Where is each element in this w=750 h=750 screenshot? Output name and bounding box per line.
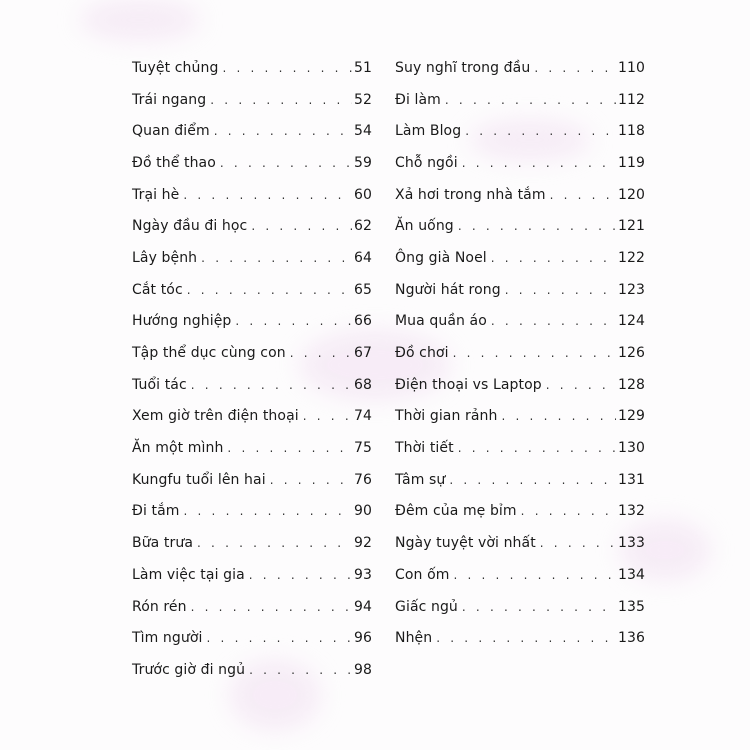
toc-page-number: 64 <box>353 249 372 266</box>
toc-page-number: 123 <box>617 281 645 298</box>
toc-entry <box>132 559 372 591</box>
toc-page-number: 120 <box>617 186 645 203</box>
toc-dot-leader <box>222 61 352 75</box>
toc-entry-title: Ông già Noel <box>395 249 487 266</box>
toc-left-column <box>132 52 372 686</box>
toc-entry <box>132 84 372 116</box>
toc-entry-title: Cắt tóc <box>132 281 183 298</box>
toc-entry-title: Đi tắm <box>132 503 180 520</box>
toc-dot-leader <box>290 346 352 360</box>
toc-entry <box>132 369 372 401</box>
toc-entry <box>395 432 645 464</box>
toc-entry <box>395 401 645 433</box>
toc-page-number: 118 <box>617 123 645 140</box>
toc-entry-title: Con ốm <box>395 566 450 583</box>
toc-dot-leader <box>534 61 616 75</box>
toc-dot-leader <box>197 536 352 550</box>
toc-entry-title: Đồ chơi <box>395 345 449 362</box>
toc-entry <box>395 527 645 559</box>
toc-entry <box>132 496 372 528</box>
toc-dot-leader <box>214 124 352 138</box>
toc-entry <box>395 84 645 116</box>
toc-entry <box>395 52 645 84</box>
toc-page-number: 51 <box>353 59 372 76</box>
toc-dot-leader <box>235 314 352 328</box>
toc-entry-title: Xem giờ trên điện thoại <box>132 408 299 425</box>
toc-entry-title: Hướng nghiệp <box>132 313 232 330</box>
toc-dot-leader <box>505 283 616 297</box>
toc-page-number: 133 <box>617 535 645 552</box>
toc-dot-leader <box>303 409 352 423</box>
toc-entry <box>395 242 645 274</box>
toc-dot-leader <box>249 663 352 677</box>
toc-page-number: 126 <box>617 345 645 362</box>
toc-entry <box>132 464 372 496</box>
toc-page-number: 76 <box>353 471 372 488</box>
toc-entry <box>395 591 645 623</box>
toc-entry-title: Tuyệt chủng <box>132 59 219 76</box>
toc-entry <box>395 147 645 179</box>
toc-page-number: 90 <box>353 503 372 520</box>
toc-entry-title: Suy nghĩ trong đầu <box>395 59 531 76</box>
toc-right-column <box>395 52 645 654</box>
toc-entry-title: Tuổi tác <box>132 376 187 393</box>
toc-entry <box>132 242 372 274</box>
toc-dot-leader <box>449 473 616 487</box>
toc-page-number: 121 <box>617 218 645 235</box>
toc-page-number: 131 <box>617 471 645 488</box>
toc-dot-leader <box>183 188 352 202</box>
toc-page-number: 130 <box>617 440 645 457</box>
toc-page-number: 52 <box>353 91 372 108</box>
toc-entry <box>395 496 645 528</box>
toc-page-number: 128 <box>617 376 645 393</box>
toc-dot-leader <box>445 93 616 107</box>
toc-entry <box>395 274 645 306</box>
toc-page-number: 60 <box>353 186 372 203</box>
toc-entry <box>132 306 372 338</box>
toc-entry <box>395 337 645 369</box>
toc-entry-title: Bữa trưa <box>132 535 194 552</box>
toc-entry <box>132 401 372 433</box>
toc-dot-leader <box>270 473 352 487</box>
toc-entry <box>132 591 372 623</box>
toc-entry <box>132 210 372 242</box>
toc-entry-title: Người hát rong <box>395 281 501 298</box>
toc-page-number: 62 <box>353 218 372 235</box>
toc-page-number: 135 <box>617 598 645 615</box>
toc-entry <box>395 179 645 211</box>
toc-entry <box>132 147 372 179</box>
toc-dot-leader <box>453 568 616 582</box>
toc-entry <box>132 622 372 654</box>
toc-entry-title: Thời gian rảnh <box>395 408 498 425</box>
toc-entry-title: Tập thể dục cùng con <box>132 345 286 362</box>
toc-dot-leader <box>502 409 616 423</box>
toc-dot-leader <box>187 283 352 297</box>
toc-dot-leader <box>251 219 352 233</box>
toc-page-number: 124 <box>617 313 645 330</box>
toc-entry <box>132 274 372 306</box>
toc-page-number: 59 <box>353 154 372 171</box>
toc-entry-title: Làm việc tại gia <box>132 566 245 583</box>
toc-dot-leader <box>491 251 616 265</box>
toc-dot-leader <box>191 600 352 614</box>
toc-entry <box>132 179 372 211</box>
toc-page-number: 134 <box>617 566 645 583</box>
toc-dot-leader <box>462 600 616 614</box>
toc-page-number: 98 <box>353 661 372 678</box>
toc-entry <box>132 115 372 147</box>
toc-entry-title: Trước giờ đi ngủ <box>132 661 246 678</box>
toc-page-number: 132 <box>617 503 645 520</box>
scan-smudge <box>80 0 200 40</box>
toc-entry-title: Tâm sự <box>395 471 446 488</box>
toc-dot-leader <box>491 314 616 328</box>
toc-entry-title: Ăn uống <box>395 218 454 235</box>
toc-entry-title: Lây bệnh <box>132 249 198 266</box>
toc-entry <box>132 527 372 559</box>
toc-dot-leader <box>453 346 616 360</box>
toc-entry <box>395 559 645 591</box>
toc-entry-title: Chỗ ngồi <box>395 154 458 171</box>
toc-page-number: 74 <box>353 408 372 425</box>
toc-entry-title: Đi làm <box>395 91 441 108</box>
toc-page-number: 93 <box>353 566 372 583</box>
toc-page-number: 65 <box>353 281 372 298</box>
toc-dot-leader <box>191 378 352 392</box>
toc-entry-title: Kungfu tuổi lên hai <box>132 471 266 488</box>
toc-entry-title: Tìm người <box>132 630 203 647</box>
toc-dot-leader <box>550 188 616 202</box>
toc-dot-leader <box>546 378 616 392</box>
toc-entry <box>395 369 645 401</box>
toc-page-number: 92 <box>353 535 372 552</box>
toc-entry-title: Điện thoại vs Laptop <box>395 376 542 393</box>
toc-page-number: 122 <box>617 249 645 266</box>
toc-dot-leader <box>540 536 616 550</box>
toc-dot-leader <box>458 219 616 233</box>
toc-dot-leader <box>465 124 616 138</box>
toc-page-number: 66 <box>353 313 372 330</box>
toc-page-number: 112 <box>617 91 645 108</box>
toc-entry-title: Đêm của mẹ bỉm <box>395 503 517 520</box>
toc-entry-title: Quan điểm <box>132 123 210 140</box>
toc-entry-title: Mua quần áo <box>395 313 487 330</box>
toc-entry-title: Trại hè <box>132 186 180 203</box>
toc-page-number: 110 <box>617 59 645 76</box>
toc-entry <box>132 654 372 686</box>
toc-page-number: 119 <box>617 154 645 171</box>
toc-entry-title: Nhện <box>395 630 433 647</box>
toc-dot-leader <box>462 156 616 170</box>
toc-dot-leader <box>207 631 352 645</box>
toc-entry <box>132 432 372 464</box>
toc-entry <box>395 210 645 242</box>
toc-dot-leader <box>220 156 352 170</box>
toc-entry <box>132 52 372 84</box>
toc-page-number: 67 <box>353 345 372 362</box>
toc-dot-leader <box>227 441 352 455</box>
toc-page-number: 96 <box>353 630 372 647</box>
toc-dot-leader <box>184 504 352 518</box>
toc-entry-title: Ngày đầu đi học <box>132 218 248 235</box>
toc-dot-leader <box>201 251 352 265</box>
toc-page-number: 129 <box>617 408 645 425</box>
toc-dot-leader <box>249 568 352 582</box>
toc-entry-title: Làm Blog <box>395 123 462 140</box>
toc-dot-leader <box>458 441 616 455</box>
toc-entry-title: Giấc ngủ <box>395 598 458 615</box>
toc-entry <box>395 622 645 654</box>
toc-entry-title: Ngày tuyệt vời nhất <box>395 535 536 552</box>
toc-entry-title: Ăn một mình <box>132 440 224 457</box>
toc-page-number: 75 <box>353 440 372 457</box>
toc-entry-title: Xả hơi trong nhà tắm <box>395 186 546 203</box>
toc-dot-leader <box>436 631 616 645</box>
toc-entry-title: Thời tiết <box>395 440 454 457</box>
toc-entry <box>395 306 645 338</box>
toc-page-number: 94 <box>353 598 372 615</box>
toc-dot-leader <box>210 93 352 107</box>
toc-dot-leader <box>521 504 616 518</box>
toc-entry <box>395 115 645 147</box>
toc-entry <box>395 464 645 496</box>
toc-page-number: 68 <box>353 376 372 393</box>
toc-entry-title: Rón rén <box>132 598 187 615</box>
toc-entry <box>132 337 372 369</box>
toc-page-number: 136 <box>617 630 645 647</box>
toc-entry-title: Đồ thể thao <box>132 154 216 171</box>
toc-entry-title: Trái ngang <box>132 91 207 108</box>
toc-page-number: 54 <box>353 123 372 140</box>
